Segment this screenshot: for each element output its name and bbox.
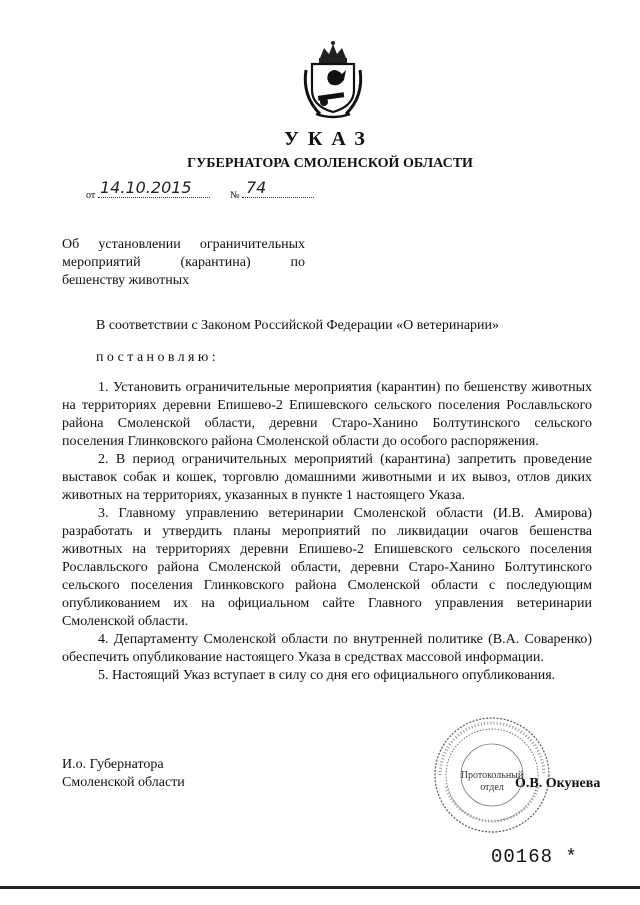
signer-title-line: И.о. Губернатора xyxy=(62,757,164,772)
paragraph: 1. Установить ограничительные мероприятия (карантин) по бешенству животных на территориях деревни Епишево-2 Епишевского сельского поселения Рославльского района Смоленской области, деревни Старо-Ханино Болтутинского сельского поселения Глинковского района Смоленской области до особого распоряжения. xyxy=(62,380,592,449)
paragraph: 5. Настоящий Указ вступает в силу со дня его официального опубликования. xyxy=(98,668,556,683)
handwritten-number: 74 xyxy=(246,178,267,197)
preamble: В соответствии с Законом Российской Федерации «О ветеринарии» xyxy=(96,318,500,333)
document-subtitle: ГУБЕРНАТОРА СМОЛЕНСКОЙ ОБЛАСТИ xyxy=(187,156,473,171)
handwritten-date: 14.10.2015 xyxy=(100,178,192,197)
date-prefix: от xyxy=(86,190,96,201)
smolensk-coat-of-arms-icon xyxy=(298,40,368,120)
signer-name: О.В. Окунева xyxy=(515,776,601,791)
date-number-line xyxy=(86,180,326,204)
paragraph: 3. Главному управлению ветеринарии Смоленской области (И.В. Амирова) разработать и утвердить планы мероприятий по ликвидации очагов бешенства животных на территориях деревни Епишево-2 Епишевского сельского поселения Рославльского района Смоленской области, деревни Старо-Ханино Болтутинского сельского поселения Глинковского района Смоленской области с последующим опубликованием их на официальном сайте Главного управления ветеринарии Смоленской области. xyxy=(62,506,592,629)
seal-label-line: отдел xyxy=(480,782,504,793)
decree-subject xyxy=(62,236,305,290)
paragraph: 4. Департаменту Смоленской области по внутренней политике (В.А. Соваренко) обеспечить опубликование настоящего Указа в средствах массовой информации. xyxy=(62,632,592,665)
paragraph: 2. В период ограничительных мероприятий (карантина) запретить проведение выставок собак и кошек, торговлю домашними животными и их вывоз, отлов диких животных на территориях, указанных в пункте 1 настоящего Указа. xyxy=(62,452,592,503)
subject-line: Об установлении ограничительных xyxy=(62,237,305,252)
seal-label-line: Протокольный xyxy=(460,770,524,781)
signer-title xyxy=(62,756,185,792)
registration-number: 00168 * xyxy=(491,846,578,868)
decree-word: постановляю: xyxy=(96,350,220,365)
subject-line: бешенству животных xyxy=(62,273,190,288)
number-underline xyxy=(242,197,314,198)
signer-title-line: Смоленской области xyxy=(62,775,185,790)
subject-line: мероприятий (карантина) по xyxy=(62,255,305,270)
document-title: УКАЗ xyxy=(284,128,374,150)
date-underline xyxy=(98,197,210,198)
bottom-rule xyxy=(0,886,640,889)
number-prefix: № xyxy=(230,190,240,201)
decree-body xyxy=(62,379,592,685)
